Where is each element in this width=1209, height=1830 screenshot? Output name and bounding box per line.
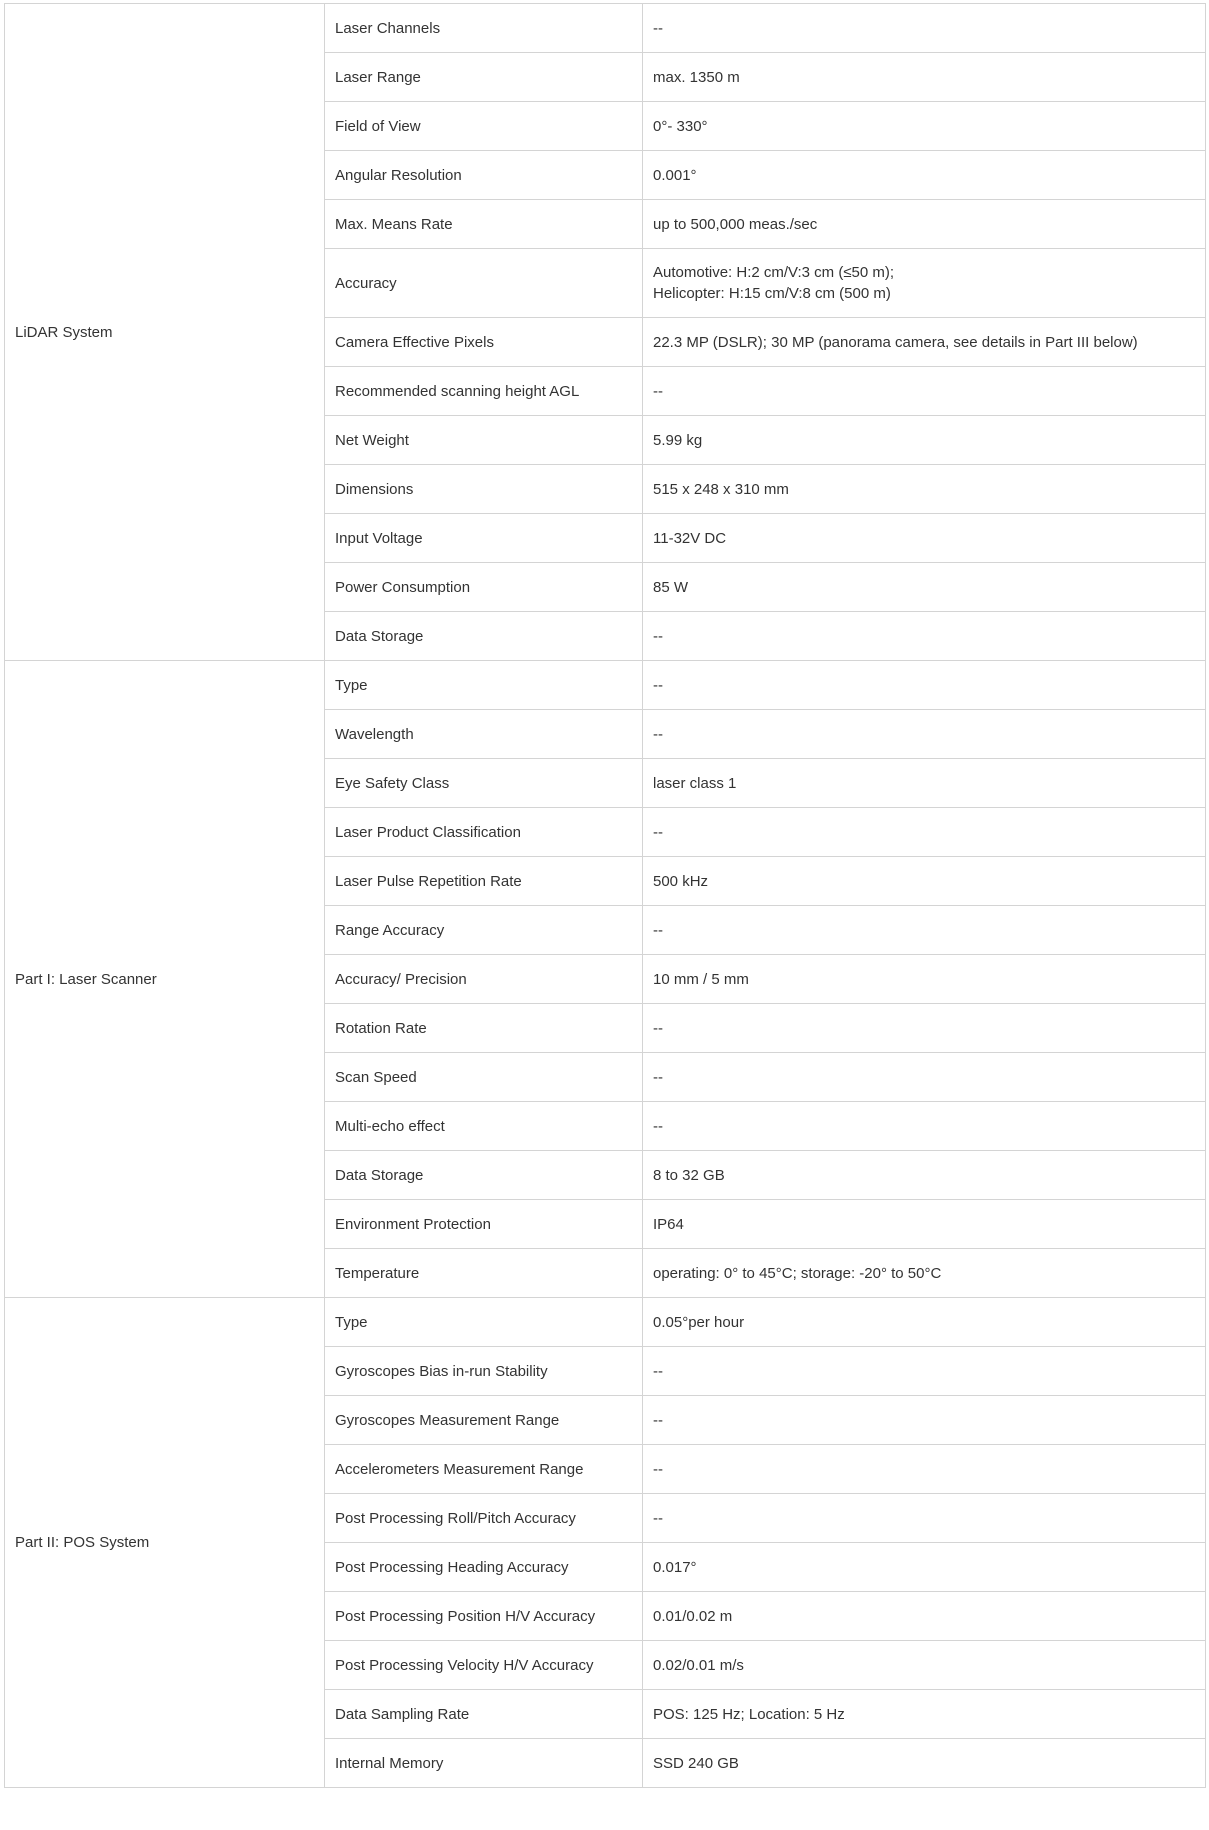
spec-label: Accelerometers Measurement Range: [325, 1445, 643, 1494]
spec-label: Post Processing Velocity H/V Accuracy: [325, 1641, 643, 1690]
table-row: [5, 661, 1206, 710]
spec-label: Range Accuracy: [325, 906, 643, 955]
spec-label: Type: [325, 1298, 643, 1347]
spec-value-line: --: [653, 1411, 663, 1429]
spec-label: Gyroscopes Bias in-run Stability: [325, 1347, 643, 1396]
spec-value-line: 22.3 MP (DSLR); 30 MP (panorama camera, see details in Part III below): [653, 333, 1138, 351]
spec-value-line: --: [653, 1117, 663, 1135]
spec-label: Data Sampling Rate: [325, 1690, 643, 1739]
spec-value: [643, 710, 1206, 759]
spec-value: [643, 1494, 1206, 1543]
spec-value: [643, 661, 1206, 710]
spec-value-line: --: [653, 1019, 663, 1037]
spec-value: [643, 102, 1206, 151]
table-row: [5, 4, 1206, 53]
spec-value-line: SSD 240 GB: [653, 1754, 739, 1772]
spec-value-line: 0.01/0.02 m: [653, 1607, 733, 1625]
spec-label: Power Consumption: [325, 563, 643, 612]
spec-value: [643, 857, 1206, 906]
spec-value-line: up to 500,000 meas./sec: [653, 215, 818, 233]
spec-value-line: max. 1350 m: [653, 68, 740, 86]
spec-value-line: IP64: [653, 1215, 684, 1233]
spec-value-line: Automotive: H:2 cm/V:3 cm (≤50 m);: [653, 264, 895, 281]
spec-value: [643, 1053, 1206, 1102]
spec-label: Internal Memory: [325, 1739, 643, 1788]
spec-value: [643, 367, 1206, 416]
spec-value: [643, 151, 1206, 200]
spec-label: Laser Pulse Repetition Rate: [325, 857, 643, 906]
spec-value: [643, 563, 1206, 612]
spec-label: Temperature: [325, 1249, 643, 1298]
spec-value-line: --: [653, 382, 663, 400]
table-row: [5, 1298, 1206, 1347]
spec-value-line: 85 W: [653, 578, 689, 596]
spec-value-line: --: [653, 921, 663, 939]
spec-label: Type: [325, 661, 643, 710]
section-title: Part II: POS System: [5, 1298, 325, 1788]
spec-value-line: operating: 0° to 45°C; storage: -20° to 50°C: [653, 1264, 942, 1282]
spec-value-line: 0.05°per hour: [653, 1313, 745, 1331]
spec-label: Laser Product Classification: [325, 808, 643, 857]
spec-label: Laser Range: [325, 53, 643, 102]
spec-value: [643, 1102, 1206, 1151]
spec-value-line: 0.02/0.01 m/s: [653, 1656, 744, 1674]
spec-value-line: 8 to 32 GB: [653, 1166, 725, 1184]
spec-label: Scan Speed: [325, 1053, 643, 1102]
spec-label: Eye Safety Class: [325, 759, 643, 808]
spec-label: Net Weight: [325, 416, 643, 465]
spec-label: Accuracy/ Precision: [325, 955, 643, 1004]
spec-value: [643, 1739, 1206, 1788]
spec-value-line: --: [653, 676, 663, 694]
spec-label: Accuracy: [325, 249, 643, 318]
spec-value: [643, 200, 1206, 249]
spec-label: Laser Channels: [325, 4, 643, 53]
spec-value-line: --: [653, 19, 663, 37]
section-title: LiDAR System: [5, 4, 325, 661]
spec-value: [643, 1298, 1206, 1347]
section-title: Part I: Laser Scanner: [5, 661, 325, 1298]
spec-label: Rotation Rate: [325, 1004, 643, 1053]
spec-value: [643, 1151, 1206, 1200]
spec-value-line: laser class 1: [653, 774, 737, 792]
spec-value: [643, 1347, 1206, 1396]
spec-value-line: --: [653, 1509, 663, 1527]
spec-value: [643, 1641, 1206, 1690]
spec-value-line: --: [653, 823, 663, 841]
spec-value: [643, 955, 1206, 1004]
spec-value-line: --: [653, 627, 663, 645]
spec-label: Wavelength: [325, 710, 643, 759]
spec-value: [643, 906, 1206, 955]
spec-value: [643, 612, 1206, 661]
spec-value-line: 11-32V DC: [653, 529, 727, 547]
spec-label: Camera Effective Pixels: [325, 318, 643, 367]
spec-value: [643, 1004, 1206, 1053]
spec-value: [643, 1690, 1206, 1739]
spec-label: Max. Means Rate: [325, 200, 643, 249]
spec-value: [643, 1396, 1206, 1445]
spec-value-line: 500 kHz: [653, 872, 709, 890]
spec-value-line: --: [653, 1362, 663, 1380]
spec-label: Angular Resolution: [325, 151, 643, 200]
spec-label: Input Voltage: [325, 514, 643, 563]
spec-label: Recommended scanning height AGL: [325, 367, 643, 416]
spec-label: Data Storage: [325, 1151, 643, 1200]
spec-value-line: Helicopter: H:15 cm/V:8 cm (500 m): [653, 285, 891, 302]
spec-label: Multi-echo effect: [325, 1102, 643, 1151]
spec-value-line: 0.001°: [653, 166, 697, 184]
spec-value: [643, 249, 1206, 318]
spec-value: [643, 1543, 1206, 1592]
spec-label: Post Processing Position H/V Accuracy: [325, 1592, 643, 1641]
spec-label: Environment Protection: [325, 1200, 643, 1249]
spec-table: [4, 3, 1206, 1788]
spec-value: [643, 4, 1206, 53]
spec-value-line: 0.017°: [653, 1558, 697, 1576]
spec-label: Post Processing Roll/Pitch Accuracy: [325, 1494, 643, 1543]
spec-value-line: 0°- 330°: [653, 117, 708, 135]
spec-label: Data Storage: [325, 612, 643, 661]
spec-label: Gyroscopes Measurement Range: [325, 1396, 643, 1445]
spec-value: [643, 1445, 1206, 1494]
spec-value-line: POS: 125 Hz; Location: 5 Hz: [653, 1705, 845, 1723]
spec-value-line: --: [653, 1068, 663, 1086]
spec-table-body: [5, 4, 1206, 1788]
spec-value: [643, 759, 1206, 808]
spec-label: Post Processing Heading Accuracy: [325, 1543, 643, 1592]
spec-label: Dimensions: [325, 465, 643, 514]
spec-value: [643, 1249, 1206, 1298]
spec-value-line: 515 x 248 x 310 mm: [653, 480, 789, 498]
spec-value-line: --: [653, 725, 663, 743]
spec-value: [643, 416, 1206, 465]
spec-value-line: --: [653, 1460, 663, 1478]
spec-label: Field of View: [325, 102, 643, 151]
spec-value: [643, 514, 1206, 563]
spec-value: [643, 1200, 1206, 1249]
spec-value-line: 5.99 kg: [653, 431, 703, 449]
spec-value: [643, 465, 1206, 514]
spec-value-line: 10 mm / 5 mm: [653, 970, 749, 988]
spec-value: [643, 318, 1206, 367]
spec-value: [643, 1592, 1206, 1641]
spec-value: [643, 808, 1206, 857]
spec-value: [643, 53, 1206, 102]
